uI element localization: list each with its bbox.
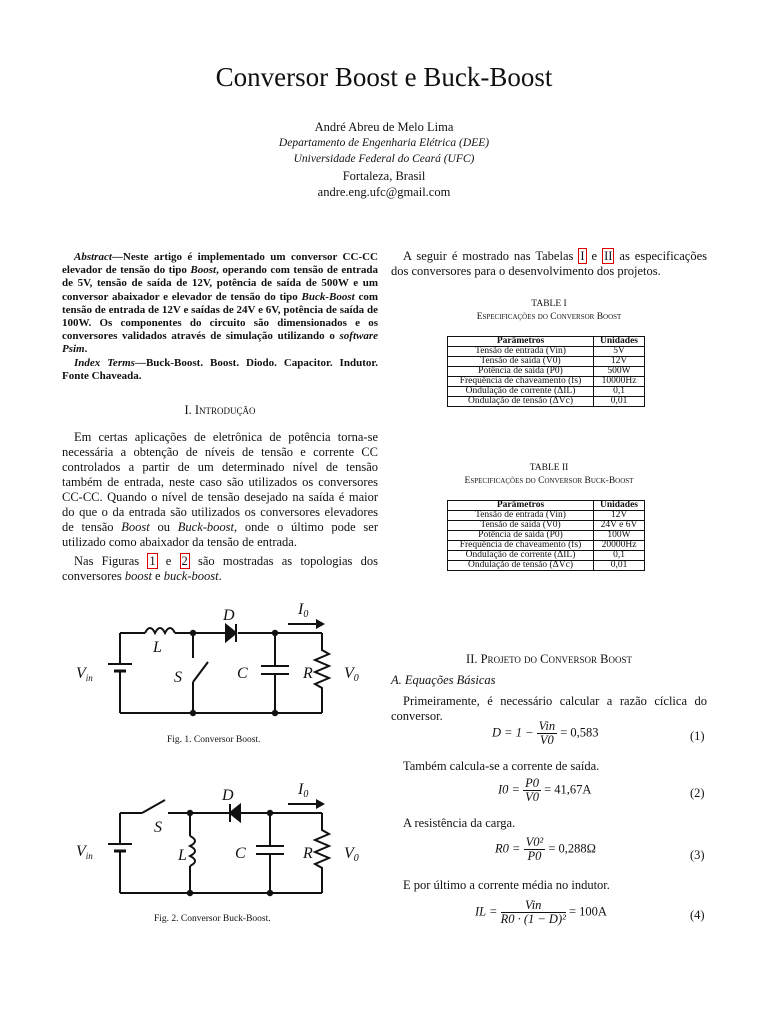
author-name: André Abreu de Melo Lima — [314, 120, 454, 134]
table-1-label: TABLE I — [531, 299, 567, 309]
equation-1-number: (1) — [690, 729, 705, 743]
equation-4: IL = $\frac{\text{Vin}}{\text{R0 · (1 − D)²}}$ = 100A — [475, 898, 607, 926]
intro-paragraph-2: Nas Figuras 1 e 2 são mostradas as topologias dos conversores boost e buck-boost. — [62, 554, 378, 583]
inductor-l — [145, 628, 175, 633]
diode-d — [230, 805, 240, 821]
abstract: Abstract—Neste artigo é implementado um conversor CC-CC elevador de tensão do tipo Boost, operando com tensão de entrada de 5V, tensão de saída de 12V, potência de saída de 500W e um conversor abaixador e elevador de tensão do tipo Buck-Boost com tensão de entrada de 12V e saídas de 24V e 6V, potência de saída de 100W. Os componentes do circuito são dimensionados e os conversores validados através de simulação utilizando o software Psim. Index Terms—Buck-Boost. Boost. Diodo. Capacitor. Indutor. Fonte Chaveada. — [62, 251, 379, 382]
svg-text:R: R — [303, 665, 313, 682]
table-header: Unidades — [594, 337, 645, 347]
figure-2-caption: Fig. 2. Conversor Buck-Boost. — [154, 914, 271, 924]
author-univ: Universidade Federal do Ceará (UFC) — [293, 153, 475, 165]
equation-2-number: (2) — [690, 786, 705, 800]
table-row: Tensão de saída (V0) 12V — [448, 357, 645, 367]
table-row: Ondulação de tensão (ΔVc) 0,01 — [448, 397, 645, 407]
svg-text:L: L — [178, 847, 187, 864]
table-row: Potência de saída (P0) 500W — [448, 367, 645, 377]
index-terms: Buck-Boost. Boost. Diodo. Capacitor. Indutor. Fonte Chaveada. — [62, 356, 378, 382]
svg-text:D: D — [222, 787, 234, 804]
svg-text:C: C — [235, 845, 246, 862]
equation-3: R0 = $\frac{\text{V0²}}{P0}$ = 0,288Ω — [495, 835, 596, 863]
author-city: Fortaleza, Brasil — [342, 169, 426, 183]
table-1-caption: Especificações do Conversor Boost — [476, 312, 622, 322]
svg-text:S: S — [154, 819, 162, 836]
table-2-label: TABLE II — [529, 463, 569, 473]
paper-title: Conversor Boost e Buck-Boost — [215, 62, 553, 92]
svg-text:C: C — [237, 665, 248, 682]
table-row: Tensão de entrada (Vin) 5V — [448, 347, 645, 357]
figure-ref-1[interactable]: 1 — [149, 554, 156, 568]
section-heading-introducao: I. Introdução — [184, 403, 256, 417]
tables-intro: A seguir é mostrado nas Tabelas I e II as especificações dos conversores para o desenvolvimento dos projetos. — [391, 249, 707, 278]
resistor-r — [315, 633, 329, 713]
section2-paragraph-4: E por último a corrente média no indutor. — [403, 878, 610, 892]
table-ref-2[interactable]: II — [604, 249, 613, 263]
table-row: Tensão de entrada (Vin) 12V — [448, 511, 645, 521]
figure-boost-circuit — [70, 600, 370, 725]
table-boost-specs — [447, 336, 645, 407]
svg-text:I0: I0 — [298, 601, 309, 620]
table-row: Frequência de chaveamento (fs) 20000Hz — [448, 541, 645, 551]
subsection-heading: A. Equações Básicas — [391, 673, 496, 687]
table-row: Potência de saída (P0) 100W — [448, 531, 645, 541]
svg-text:L: L — [153, 639, 162, 656]
equation-1: D = 1 − $\frac{\text{Vin}}{V0}$ = 0,583 — [492, 719, 599, 747]
equation-3-number: (3) — [690, 848, 705, 862]
table-row: Frequência de chaveamento (fs) 10000Hz — [448, 377, 645, 387]
figure-ref-2[interactable]: 2 — [181, 554, 188, 568]
svg-text:Vin: Vin — [76, 843, 93, 861]
svg-text:S: S — [174, 669, 182, 686]
section2-paragraph-2: Também calcula-se a corrente de saída. — [403, 759, 600, 773]
figure-buckboost-circuit — [70, 780, 370, 905]
section2-paragraph-3: A resistência da carga. — [403, 816, 516, 830]
diode-d — [226, 625, 236, 641]
table-header: Parâmetros — [448, 337, 594, 347]
equation-2: I0 = $\frac{P0}{V0}$ = 41,67A — [498, 776, 592, 804]
svg-text:V0: V0 — [344, 665, 359, 684]
table-header: Unidades — [594, 501, 645, 511]
svg-text:Vin: Vin — [76, 665, 93, 683]
table-header: Parâmetros — [448, 501, 594, 511]
svg-text:D: D — [223, 607, 235, 624]
svg-text:R: R — [303, 845, 313, 862]
table-2-caption: Especificações do Conversor Buck-Boost — [464, 476, 634, 486]
table-buckboost-specs — [447, 500, 645, 571]
intro-paragraph-1: Em certas aplicações de eletrônica de potência torna-se necessária a obtenção de níveis de tensão e corrente CC controlados a partir de um determinado nível de tensão também de entrada, neste caso são utilizados os conversores CC-CC. Quando o nível de tensão desejado na saída é maior do que o da entrada são utilizados os conversores elevadores de tensão Boost ou Buck-boost, onde o último pode ser utilizado como abaixador da tensão de entrada. — [62, 430, 379, 549]
resistor-r — [315, 813, 329, 893]
section-heading-projeto: II. Projeto do Conversor Boost — [466, 652, 632, 666]
svg-text:V0: V0 — [344, 845, 359, 864]
table-row: Ondulação de tensão (ΔVc) 0,01 — [448, 561, 645, 571]
table-ref-1[interactable]: I — [580, 249, 585, 263]
table-row: Ondulação de corrente (ΔIL) 0,1 — [448, 387, 645, 397]
equation-4-number: (4) — [690, 908, 705, 922]
inductor-l — [190, 836, 195, 866]
svg-text:I0: I0 — [298, 781, 309, 800]
author-email: andre.eng.ufc@gmail.com — [317, 185, 451, 199]
index-terms-label: Index Terms — [74, 356, 135, 369]
figure-1-caption: Fig. 1. Conversor Boost. — [167, 735, 261, 745]
table-row: Tensão de saída (V0) 24V e 6V — [448, 521, 645, 531]
table-row: Ondulação de corrente (ΔIL) 0,1 — [448, 551, 645, 561]
abstract-label: Abstract — [74, 251, 112, 263]
author-dept: Departamento de Engenharia Elétrica (DEE) — [278, 137, 490, 149]
section2-paragraph-1: Primeiramente, é necessário calcular a razão cíclica do conversor. — [391, 694, 707, 723]
